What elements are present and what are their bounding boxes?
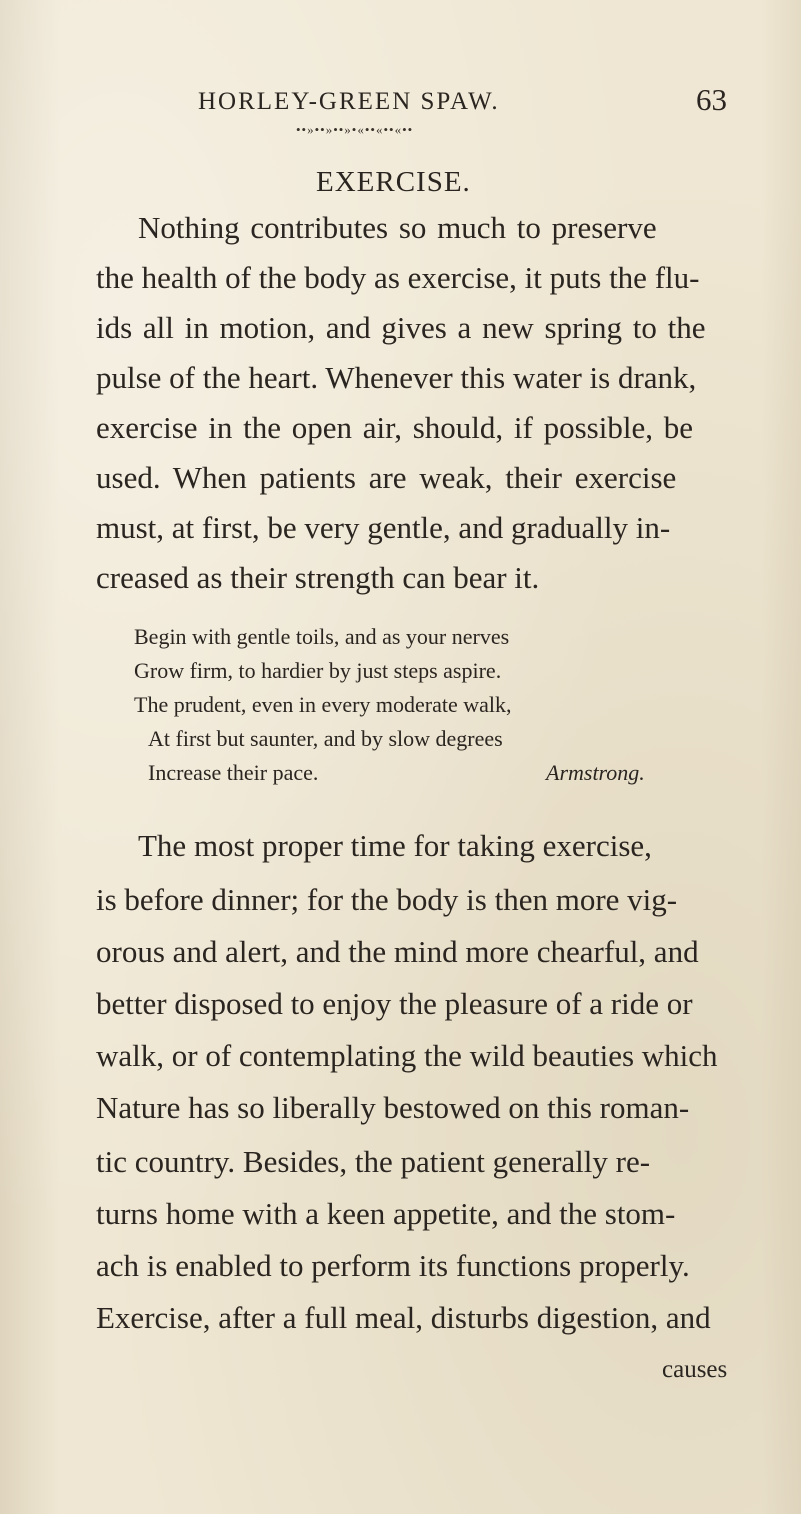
verse-line: Increase their pace. <box>148 760 319 785</box>
page-number: 63 <box>696 82 727 117</box>
text-line: used. When patients are weak, their exercise <box>96 460 677 495</box>
text-line: Exercise, after a full meal, disturbs digestion, and <box>96 1300 711 1335</box>
text-line: Nothing contributes so much to preserve <box>138 210 657 245</box>
text-line: ach is enabled to perform its functions properly. <box>96 1248 690 1283</box>
text-line: Nature has so liberally bestowed on this roman- <box>96 1090 690 1125</box>
verse-line: At first but saunter, and by slow degrees <box>148 726 503 751</box>
verse-line: Grow firm, to hardier by just steps aspire. <box>134 658 502 683</box>
verse-line: Begin with gentle toils, and as your nerves <box>134 624 510 649</box>
text-line: pulse of the heart. Whenever this water is drank, <box>96 360 697 395</box>
section-heading: EXERCISE. <box>316 166 471 198</box>
running-head: HORLEY-GREEN SPAW. <box>198 88 500 115</box>
text-line: orous and alert, and the mind more chearful, and <box>96 934 699 969</box>
text-line: is before dinner; for the body is then more vig- <box>96 882 678 917</box>
text-line: ids all in motion, and gives a new spring to the <box>96 310 706 345</box>
text-line: tic country. Besides, the patient generally re- <box>96 1144 651 1179</box>
verse-line: The prudent, even in every moderate walk, <box>134 692 512 717</box>
catchword: causes <box>662 1356 728 1383</box>
text-line: walk, or of contemplating the wild beauties which <box>96 1038 718 1073</box>
text-line: The most proper time for taking exercise, <box>138 828 652 863</box>
verse-attribution: Armstrong. <box>546 760 645 785</box>
text-line: creased as their strength can bear it. <box>96 560 540 595</box>
text-line: turns home with a keen appetite, and the stom- <box>96 1196 676 1231</box>
text-line: must, at first, be very gentle, and gradually in- <box>96 510 671 545</box>
text-line: exercise in the open air, should, if possible, be <box>96 410 693 445</box>
text-line: better disposed to enjoy the pleasure of a ride or <box>96 986 693 1021</box>
text-line: the health of the body as exercise, it puts the flu- <box>96 260 700 295</box>
ornament-rule: ••»••»••»•«••«••«•• <box>296 122 414 137</box>
